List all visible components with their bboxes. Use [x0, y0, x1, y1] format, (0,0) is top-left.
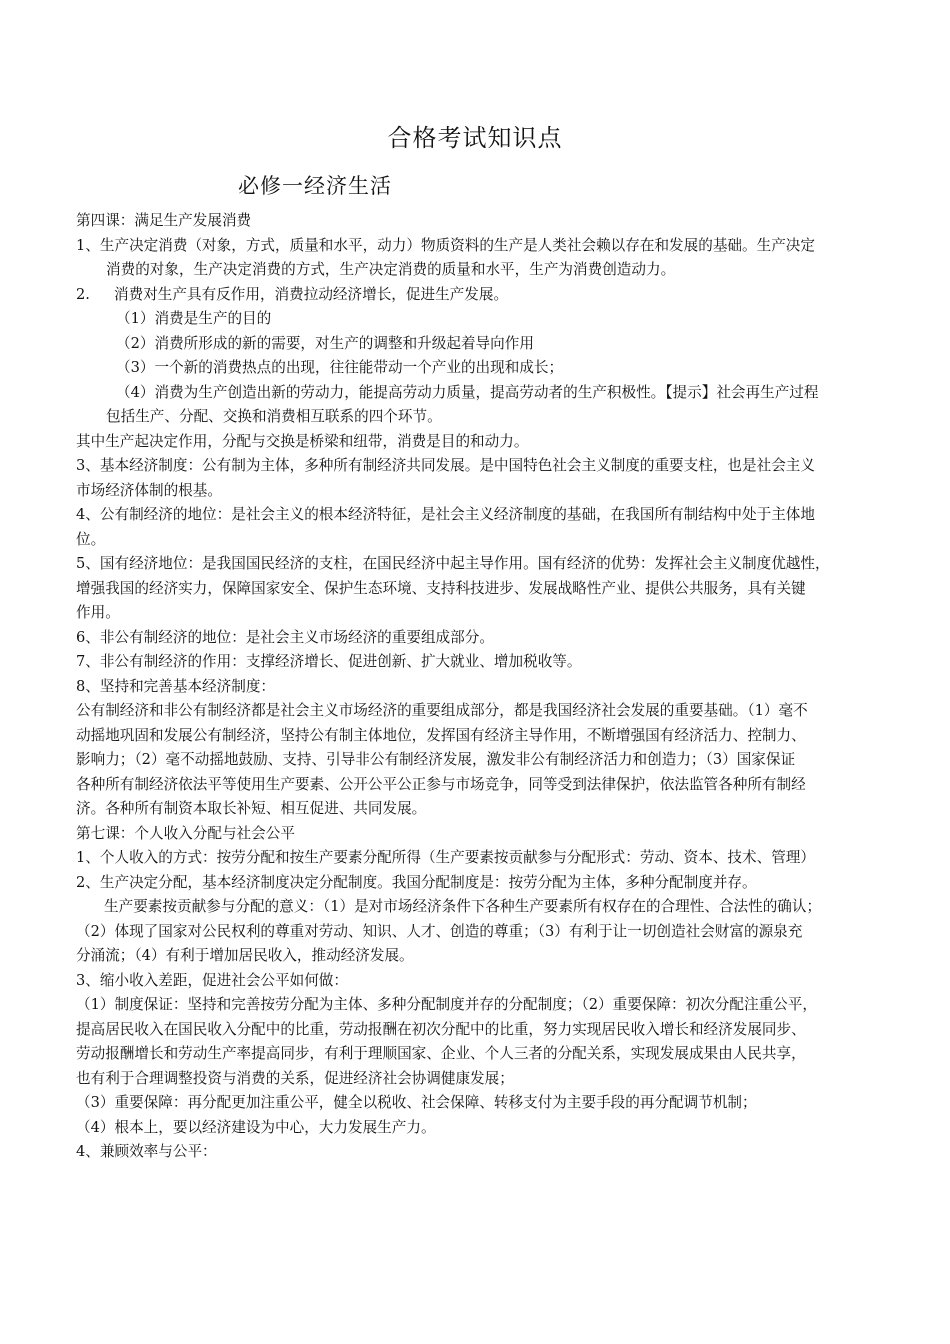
text-line: 各种所有制经济依法平等使用生产要素、公开公平公正参与市场竞争，同等受到法律保护，依法监管各种所有制经 — [76, 775, 806, 793]
text-line: 作用。 — [76, 604, 120, 621]
text-line: 分涌流；（4）有利于增加居民收入，推动经济发展。 — [76, 947, 414, 964]
text-line: 影响力；（2）毫不动摇地鼓励、支持、引导非公有制经济发展，激发非公有制经济活力和创造力；（3）国家保证 — [76, 751, 796, 768]
text-line — [76, 283, 892, 308]
text-line: 消费对生产具有反作用，消费拉动经济增长，促进生产发展。 — [114, 285, 509, 303]
text-line: （3）重要保障：再分配更加注重公平，健全以税收、社会保障、转移支付为主要手段的再分配调节机制； — [76, 1094, 757, 1111]
text-line: 其中生产起决定作用，分配与交换是桥梁和纽带，消费是目的和动力。 — [76, 432, 529, 450]
text-line: 位。 — [76, 530, 106, 548]
text-line: （4）根本上，要以经济建设为中心，大力发展生产力。 — [76, 1118, 436, 1136]
text-line: 1、个人收入的方式：按劳分配和按生产要素分配所得（生产要素按贡献参与分配形式：劳动、资本、技术、管理） — [76, 849, 815, 866]
text-line: 动摇地巩固和发展公有制经济，坚持公有制主体地位，发挥国有经济主导作用，不断增强国有经济活力、控制力、 — [76, 726, 806, 744]
text-line: 4、公有制经济的地位：是社会主义的根本经济特征，是社会主义经济制度的基础，在我国所有制结构中处于主体地 — [76, 506, 815, 523]
text-line: 劳动报酬增长和劳动生产率提高同步，有利于理顺国家、企业、个人三者的分配关系，实现发展成果由人民共享， — [76, 1045, 806, 1062]
section-heading: 第七课：个人收入分配与社会公平 — [76, 824, 295, 842]
text-line: 济。各种所有制资本取长补短、相互促进、共同发展。 — [76, 800, 427, 817]
list-item: （3）一个新的消费热点的出现，往往能带动一个产业的出现和成长； — [116, 359, 564, 376]
list-number: 2. — [76, 285, 90, 303]
text-line: 包括生产、分配、交换和消费相互联系的四个环节。 — [106, 408, 442, 425]
document-body — [76, 209, 892, 1165]
section-heading: 第四课：满足生产发展消费 — [76, 212, 252, 229]
text-line: 3、基本经济制度：公有制为主体，多种所有制经济共同发展。是中国特色社会主义制度的重要支柱，也是社会主义 — [76, 457, 815, 474]
text-line: 5、国有经济地位：是我国国民经济的支柱，在国民经济中起主导作用。国有经济的优势：发挥社会主义制度优越性， — [76, 555, 830, 572]
text-line: 增强我国的经济实力，保障国家安全、保护生态环境、支持科技进步、发展战略性产业、提供公共服务，具有关键 — [76, 579, 806, 597]
text-line: 消费的对象，生产决定消费的方式，生产决定消费的质量和水平，生产为消费创造动力。 — [106, 261, 676, 278]
text-line: 市场经济体制的根基。 — [76, 481, 222, 499]
text-line: 也有利于合理调整投资与消费的关系，促进经济社会协调健康发展； — [76, 1069, 514, 1087]
text-line: 2、生产决定分配，基本经济制度决定分配制度。我国分配制度是：按劳分配为主体，多种分配制度并存。 — [76, 873, 757, 891]
text-line: 3、缩小收入差距，促进社会公平如何做： — [76, 971, 348, 989]
text-line: 8、坚持和完善基本经济制度： — [76, 677, 276, 695]
list-item: （1）消费是生产的目的 — [116, 310, 272, 327]
page-subtitle: 必修一经济生活 — [238, 174, 392, 198]
list-item: （4）消费为生产创造出新的劳动力，能提高劳动力质量，提高劳动者的生产积极性。【提示】社会再生产过程 — [116, 383, 819, 401]
list-item: （2）消费所形成的新的需要，对生产的调整和升级起着导向作用 — [116, 334, 534, 352]
text-line: 1、生产决定消费（对象，方式，质量和水平，动力）物质资料的生产是人类社会赖以存在和发展的基础。生产决定 — [76, 236, 815, 254]
text-line: （2）体现了国家对公民权利的尊重对劳动、知识、人才、创造的尊重；（3）有利于让一切创造社会财富的源泉充 — [76, 922, 803, 940]
text-line: 4、兼顾效率与公平： — [76, 1143, 217, 1160]
text-line: 生产要素按贡献参与分配的意义：（1）是对市场经济条件下各种生产要素所有权存在的合理性、合法性的确认； — [104, 898, 822, 915]
text-line: 提高居民收入在国民收入分配中的比重，劳动报酬在初次分配中的比重，努力实现居民收入增长和经济发展同步、 — [76, 1020, 806, 1038]
page-title: 合格考试知识点 — [387, 124, 563, 152]
text-line: 7、非公有制经济的作用：支撑经济增长、促进创新、扩大就业、增加税收等。 — [76, 653, 582, 670]
text-line: 6、非公有制经济的地位：是社会主义市场经济的重要组成部分。 — [76, 628, 494, 646]
text-line: （1）制度保证：坚持和完善按劳分配为主体、多种分配制度并存的分配制度；（2）重要保障：初次分配注重公平， — [76, 996, 817, 1013]
text-line: 公有制经济和非公有制经济都是社会主义市场经济的重要组成部分，都是我国经济社会发展的重要基础。（1）毫不 — [76, 702, 808, 719]
